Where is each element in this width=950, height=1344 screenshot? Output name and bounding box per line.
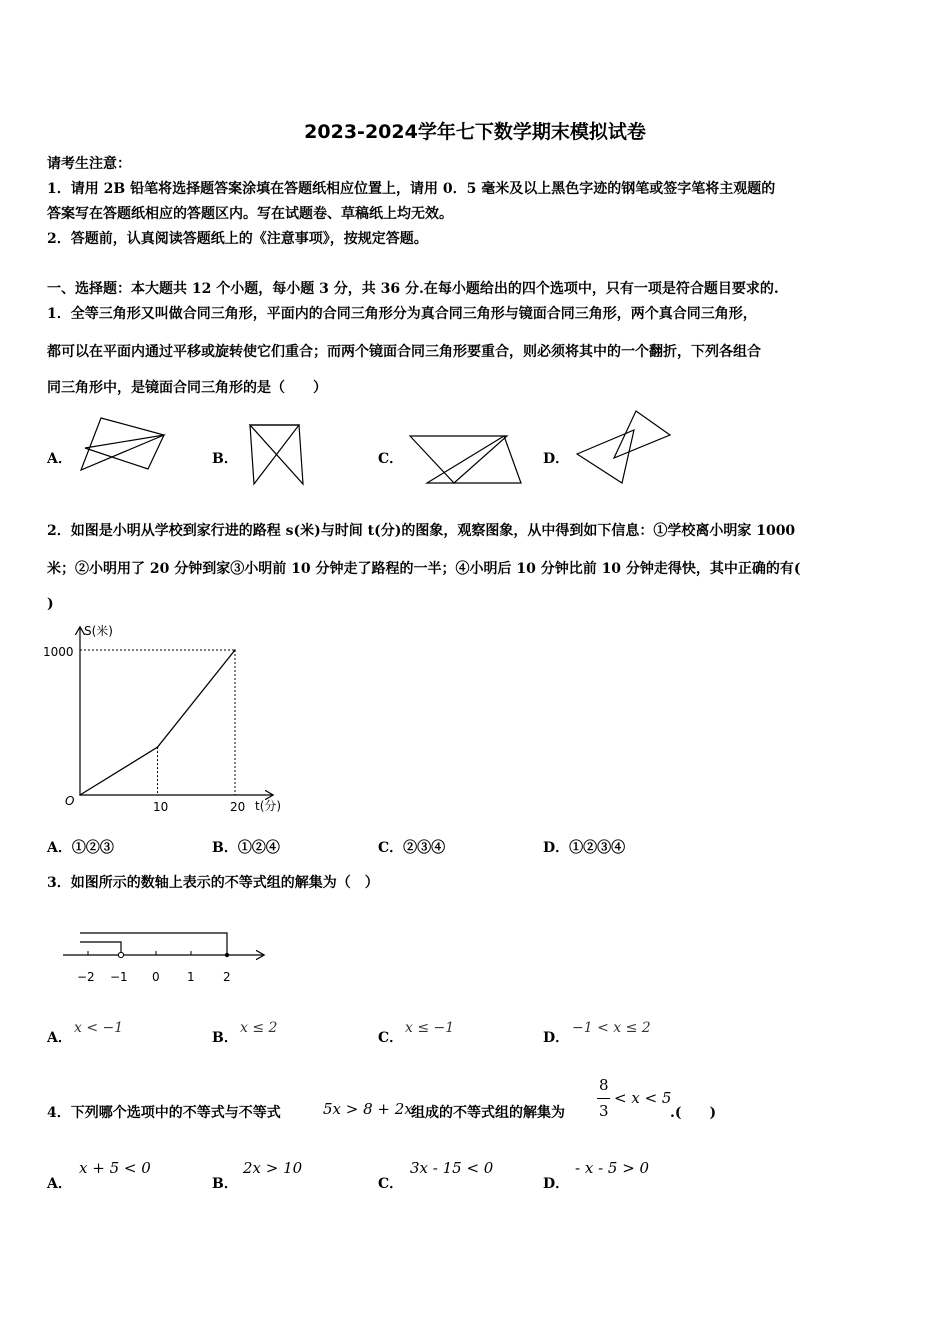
q2-option-a[interactable]: A．①②③ bbox=[47, 840, 114, 856]
page-title: 2023-2024学年七下数学期末模拟试卷 bbox=[304, 121, 646, 143]
q2-x-tick-20: 20 bbox=[230, 800, 246, 814]
q1-line-2: 都可以在平面内通过平移或旋转使它们重合；而两个镜面合同三角形要重合，则必须将其中的一个翻折，下列各组合 bbox=[47, 344, 761, 360]
q4-option-c-expr: 3x - 15 < 0 bbox=[410, 1159, 494, 1177]
q2-line-1: 2．如图是小明从学校到家行进的路程 s(米)与时间 t(分)的图象，观察图象，从中得到如下信息：①学校离小明家 1000 bbox=[47, 523, 796, 539]
section-heading: 一、选择题：本大题共 12 个小题，每小题 3 分，共 36 分.在每小题给出的四个选项中，只有一项是符合题目要求的. bbox=[47, 281, 779, 297]
q1-option-c-label[interactable]: C． bbox=[378, 451, 404, 467]
q1-option-d-label[interactable]: D． bbox=[543, 451, 570, 467]
q3-closed-dot bbox=[225, 953, 229, 957]
q4-frac-den: 3 bbox=[599, 1102, 609, 1120]
q2-option-b[interactable]: B．①②④ bbox=[212, 840, 280, 856]
q2-option-c[interactable]: C．②③④ bbox=[378, 840, 446, 856]
q2-y-label: S(米) bbox=[84, 624, 113, 638]
q3-tick-0: 0 bbox=[152, 970, 160, 984]
q2-line-3: ) bbox=[47, 596, 54, 612]
q2-x-tick-10: 10 bbox=[153, 800, 169, 814]
q1-option-b-label[interactable]: B． bbox=[212, 451, 238, 467]
q4-frac-bar bbox=[597, 1098, 610, 1099]
q2-series-line bbox=[80, 650, 235, 795]
q3-option-a-expr: x < −1 bbox=[74, 1020, 124, 1036]
q3-option-d-label[interactable]: D． bbox=[543, 1030, 570, 1046]
q3-option-c-expr: x ≤ −1 bbox=[405, 1020, 455, 1036]
q2-x-label: t(分) bbox=[255, 799, 282, 813]
q3-open-circle bbox=[118, 952, 123, 957]
notice-heading: 请考生注意： bbox=[47, 156, 131, 172]
q1-option-a-figure bbox=[78, 415, 168, 475]
q2-line-2: 米；②小明用了 20 分钟到家③小明前 10 分钟走了路程的一半；④小明后 10 分钟比前 10 分钟走得快，其中正确的有( bbox=[47, 561, 801, 577]
q4-option-b-expr: 2x > 10 bbox=[243, 1159, 303, 1177]
q3-ray-x-le-2 bbox=[80, 933, 227, 955]
q3-option-b-label[interactable]: B． bbox=[212, 1030, 238, 1046]
q4-option-a-label[interactable]: A． bbox=[47, 1176, 72, 1192]
q3-option-b-expr: x ≤ 2 bbox=[240, 1020, 278, 1036]
notice-line-2: 2．答题前，认真阅读答题纸上的《注意事项》，按规定答题。 bbox=[47, 231, 428, 247]
q1-line-1: 1．全等三角形又叫做合同三角形，平面内的合同三角形分为真合同三角形与镜面合同三角形，两个真合同三角形， bbox=[47, 306, 757, 322]
q4-option-b-label[interactable]: B． bbox=[212, 1176, 238, 1192]
q3-option-a-label[interactable]: A． bbox=[47, 1030, 72, 1046]
q2-y-tick-1000: 1000 bbox=[43, 645, 74, 659]
q4-option-d-expr: - x - 5 > 0 bbox=[575, 1159, 650, 1177]
q2-origin-label: O bbox=[65, 794, 75, 808]
q4-mid: 组成的不等式组的解集为 bbox=[411, 1105, 565, 1121]
q3-tick-2: 2 bbox=[223, 970, 231, 984]
q4-inequality: 5x > 8 + 2x bbox=[323, 1100, 413, 1118]
q4-tail: .( ) bbox=[670, 1105, 717, 1121]
q3-ray-x-lt-neg1 bbox=[80, 942, 121, 953]
q1-option-c-figure bbox=[407, 433, 525, 487]
q3-option-d-expr: −1 < x ≤ 2 bbox=[572, 1020, 651, 1036]
q1-option-b-figure bbox=[244, 422, 309, 488]
q4-lead: 4．下列哪个选项中的不等式与不等式 bbox=[47, 1105, 281, 1121]
q1-option-a-label[interactable]: A． bbox=[47, 451, 72, 467]
notice-line-1a: 1．请用 2B 铅笔将选择题答案涂填在答题纸相应位置上，请用 0．5 毫米及以上黑色字迹的钢笔或签字笔将主观题的 bbox=[47, 181, 776, 197]
notice-line-1b: 答案写在答题纸相应的答题区内。写在试题卷、草稿纸上均无效。 bbox=[47, 206, 453, 222]
q3-option-c-label[interactable]: C． bbox=[378, 1030, 404, 1046]
q2-option-d[interactable]: D．①②③④ bbox=[543, 840, 626, 856]
q3-tick-neg1: −1 bbox=[110, 970, 128, 984]
q3-tick-1: 1 bbox=[187, 970, 195, 984]
q1-line-3: 同三角形中，是镜面合同三角形的是（ ） bbox=[47, 380, 327, 396]
q4-frac-rest: < x < 5 bbox=[614, 1089, 672, 1107]
q3-number-line bbox=[55, 925, 275, 990]
q4-frac-num: 8 bbox=[599, 1076, 609, 1094]
q4-option-a-expr: x + 5 < 0 bbox=[79, 1159, 151, 1177]
q4-option-c-label[interactable]: C． bbox=[378, 1176, 404, 1192]
q3-line-1: 3．如图所示的数轴上表示的不等式组的解集为（ ） bbox=[47, 875, 379, 891]
q2-distance-time-graph bbox=[40, 620, 320, 820]
q3-tick-neg2: −2 bbox=[77, 970, 95, 984]
q1-option-d-figure bbox=[574, 408, 674, 486]
q4-option-d-label[interactable]: D． bbox=[543, 1176, 570, 1192]
